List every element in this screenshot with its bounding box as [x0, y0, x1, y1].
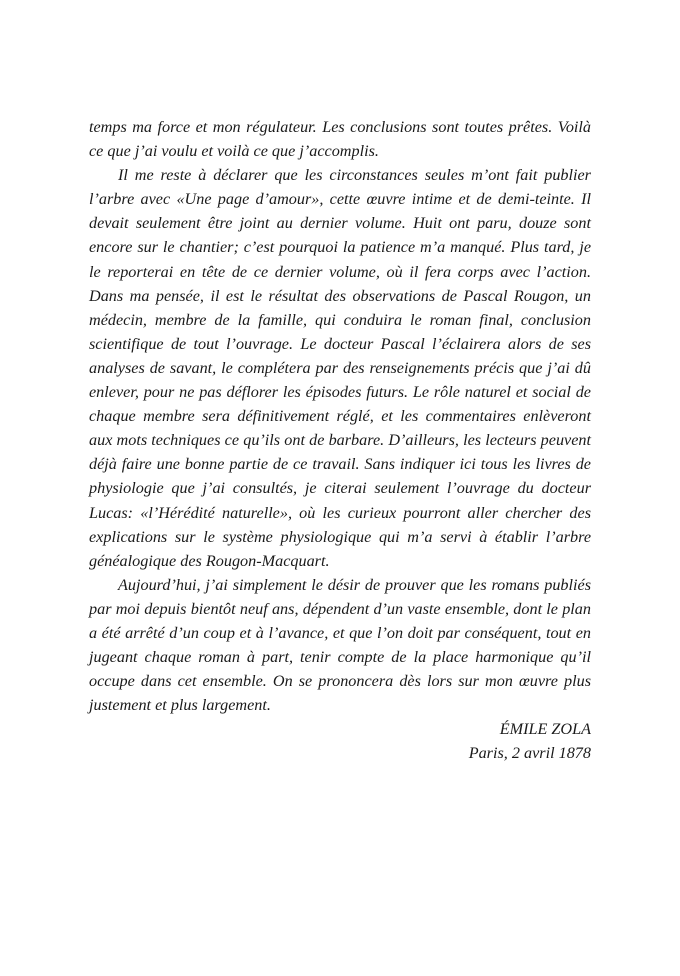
signature-author: ÉMILE ZOLA: [499, 720, 591, 739]
paragraph-continuation: temps ma force et mon régulateur. Les conclusions sont toutes prêtes. Voilà ce que j’ai voulu et voilà ce que j’accomplis.: [89, 118, 591, 161]
paragraph-family-tree: Il me reste à déclarer que les circonstances seules m’ont fait publier l’arbre avec «Une page d’amour», cette œuvre intime et de demi-teinte. Il devait seulement être joint au dernier volume. Huit ont paru, douze sont encore sur le chantier; c’est pourquoi la patience m’a manqué. Plus tard, je le reporterai en tête de ce dernier volume, où il fera corps avec l’action. Dans ma pensée, il est le résultat des observations de Pascal Rougon, un médecin, membre de la famille, qui conduira le roman final, conclusion scientifique de tout l’ouvrage. Le docteur Pascal l’éclairera alors de ses analyses de savant, le complétera par des renseignements précis que j’ai dû enlever, pour ne pas déflorer les épisodes futurs. Le rôle naturel et social de chaque membre sera définitivement réglé, et les commentaires enlèveront aux mots techniques ce qu’ils ont de barbare. D’ailleurs, les lecteurs peuvent déjà faire une bonne partie de ce travail. Sans indiquer ici tous les livres de physiologie que j’ai consultés, je citerai seulement l’ouvrage du docteur Lucas: «l’Hérédité naturelle», où les curieux pourront aller chercher des explications sur le système physiologique qui m’a servi à établir l’arbre généalogique des Rougon-Macquart.: [89, 166, 591, 570]
signature-place-date: Paris, 2 avril 1878: [468, 744, 591, 763]
paragraph-conclusion: Aujourd’hui, j’ai simplement le désir de prouver que les romans publiés par moi depuis bientôt neuf ans, dépendent d’un vaste ensemble, dont le plan a été arrêté d’un coup et à l’avance, et que l’on doit par conséquent, tout en jugeant chaque roman à part, tenir compte de la place harmonique qu’il occupe dans cet ensemble. On se prononcera dès lors sur mon œuvre plus justement et plus largement.: [89, 575, 591, 715]
text-body: [89, 115, 591, 766]
